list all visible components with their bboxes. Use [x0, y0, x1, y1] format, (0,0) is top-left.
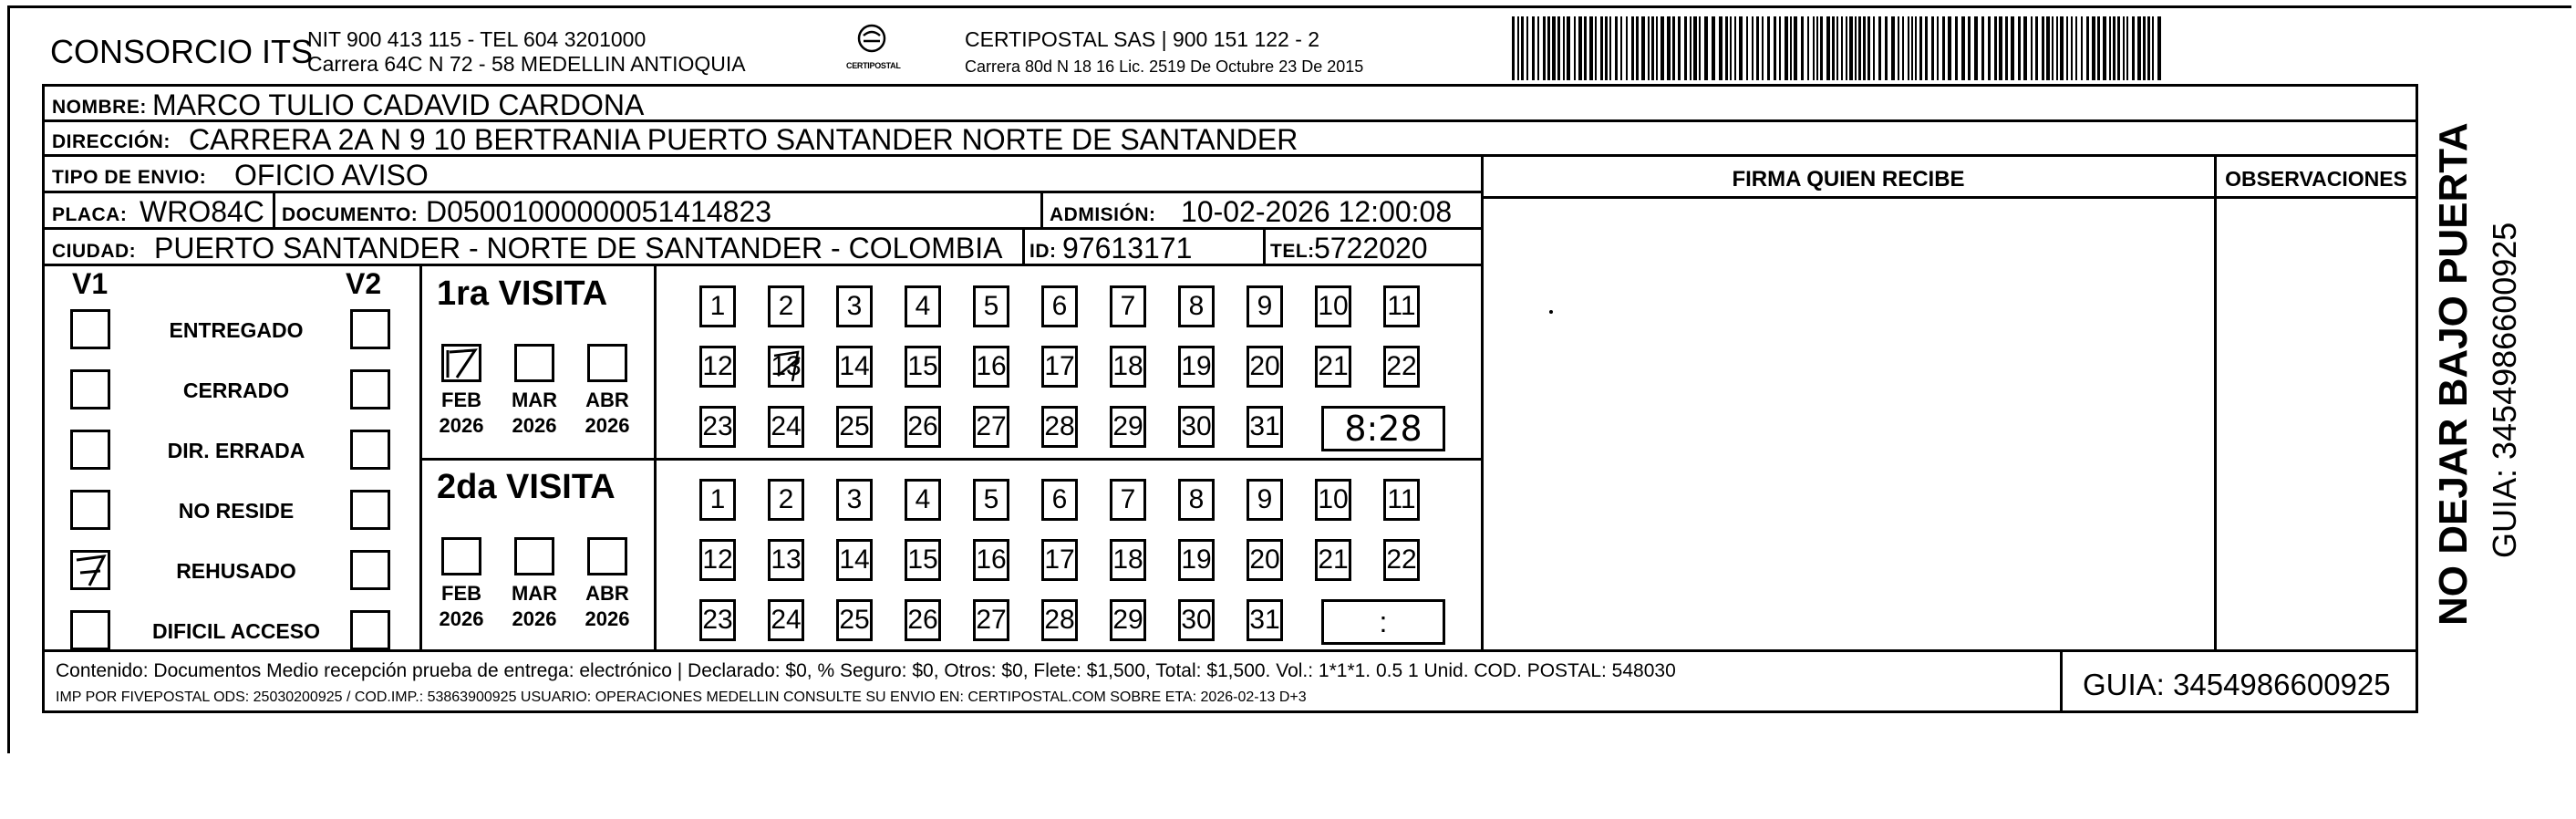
day-box[interactable]: 3 — [836, 285, 873, 327]
day-box[interactable]: 27 — [973, 599, 1009, 641]
plate-value: WRO84C — [140, 195, 264, 228]
year-label: 2026 — [585, 607, 630, 630]
certipostal-logo — [846, 24, 901, 70]
v2-checkbox[interactable] — [350, 309, 390, 349]
divider — [273, 193, 275, 228]
day-box[interactable]: 10 — [1315, 479, 1351, 521]
day-box[interactable]: 28 — [1041, 599, 1078, 641]
v1-checkbox[interactable] — [70, 309, 110, 349]
day-box[interactable]: 14 — [836, 346, 873, 388]
company-address: Carrera 64C N 72 - 58 MEDELLIN ANTIOQUIA — [307, 52, 746, 76]
v2-checkbox[interactable] — [350, 610, 390, 650]
month-option — [502, 388, 566, 439]
barcode — [1512, 16, 2163, 80]
day-box[interactable]: 20 — [1247, 539, 1283, 581]
day-box[interactable]: 1 — [699, 479, 736, 521]
city-label: CIUDAD: — [52, 241, 137, 262]
day-box[interactable]: 19 — [1178, 539, 1215, 581]
day-box[interactable]: 18 — [1110, 346, 1146, 388]
month-label: ABR — [585, 582, 629, 605]
visit-time-field[interactable]: 8:28 — [1321, 406, 1445, 451]
status-label: NO RESIDE — [178, 499, 295, 523]
footer-divider — [2060, 649, 2063, 711]
visit-divider — [419, 458, 1481, 461]
day-box[interactable]: 1 — [699, 285, 736, 327]
v1-checkbox[interactable] — [70, 430, 110, 470]
city-value: PUERTO SANTANDER - NORTE DE SANTANDER - COLOMBIA — [154, 232, 1003, 264]
day-box[interactable]: 21 — [1315, 539, 1351, 581]
year-label: 2026 — [439, 414, 484, 437]
address-label: DIRECCIÓN: — [52, 131, 171, 152]
month-label: FEB — [441, 582, 481, 605]
signature-divider — [1481, 157, 1484, 649]
visit-time-field[interactable]: : — [1321, 599, 1445, 645]
document-label: DOCUMENTO: — [282, 204, 419, 225]
divider — [1263, 230, 1266, 264]
day-box[interactable]: 26 — [905, 406, 941, 448]
month-checkbox[interactable] — [441, 344, 481, 382]
day-box[interactable]: 30 — [1178, 599, 1215, 641]
handwritten-mark-icon — [444, 347, 479, 379]
month-label: FEB — [441, 389, 481, 411]
logo-text: CERTIPOSTAL — [846, 61, 901, 70]
id-label: ID: — [1029, 241, 1057, 262]
v1-checkbox[interactable] — [70, 610, 110, 650]
day-box[interactable]: 29 — [1110, 599, 1146, 641]
handwritten-mark-icon — [771, 348, 803, 387]
tel-value: 5722020 — [1314, 232, 1428, 264]
month-checkbox[interactable] — [587, 344, 627, 382]
month-checkbox[interactable] — [514, 537, 554, 575]
logo-icon — [853, 24, 890, 57]
day-box[interactable]: 2 — [768, 479, 804, 521]
courier-address: Carrera 80d N 18 16 Lic. 2519 De Octubre 23 De 2015 — [965, 57, 1364, 76]
guide-number: GUIA: 3454986600925 — [2083, 668, 2391, 701]
day-box[interactable]: 8 — [1178, 479, 1215, 521]
do-not-leave-warning: NO DEJAR BAJO PUERTA — [2431, 122, 2476, 626]
month-option — [575, 388, 639, 439]
day-box[interactable]: 15 — [905, 346, 941, 388]
v2-checkbox[interactable] — [350, 430, 390, 470]
divider — [1040, 193, 1043, 228]
day-box[interactable]: 31 — [1247, 406, 1283, 448]
month-option — [575, 581, 639, 632]
month-label: MAR — [511, 389, 558, 411]
day-box[interactable]: 6 — [1041, 479, 1078, 521]
status-label: DIFICIL ACCESO — [151, 619, 320, 643]
day-box[interactable]: 11 — [1383, 285, 1420, 327]
type-label: TIPO DE ENVIO: — [52, 167, 207, 188]
day-box[interactable]: 16 — [973, 539, 1009, 581]
day-box[interactable]: 7 — [1110, 285, 1146, 327]
admission-value: 10-02-2026 12:00:08 — [1181, 195, 1453, 228]
v2-checkbox[interactable] — [350, 490, 390, 530]
courier-name: CERTIPOSTAL SAS | 900 151 122 - 2 — [965, 27, 1320, 51]
day-box[interactable]: 24 — [768, 406, 804, 448]
divider — [1022, 230, 1025, 264]
month-option — [429, 388, 493, 439]
company-name: CONSORCIO ITS — [50, 33, 314, 70]
year-label: 2026 — [439, 607, 484, 630]
company-nit: NIT 900 413 115 - TEL 604 3201000 — [307, 27, 647, 51]
day-box[interactable]: 25 — [836, 599, 873, 641]
day-box[interactable]: 14 — [836, 539, 873, 581]
v1-checkbox[interactable] — [70, 490, 110, 530]
month-checkbox[interactable] — [514, 344, 554, 382]
day-box[interactable]: 20 — [1247, 346, 1283, 388]
day-box[interactable]: 29 — [1110, 406, 1146, 448]
day-box[interactable]: 12 — [699, 539, 736, 581]
observations-divider — [2214, 157, 2217, 649]
signature-header: FIRMA QUIEN RECIBE — [1732, 167, 1965, 192]
month-label: ABR — [585, 389, 629, 411]
month-option — [502, 581, 566, 632]
day-box[interactable]: 10 — [1315, 285, 1351, 327]
day-box[interactable]: 28 — [1041, 406, 1078, 448]
day-box[interactable]: 7 — [1110, 479, 1146, 521]
first-visit-title: 1ra VISITA — [437, 275, 608, 313]
day-box[interactable]: 19 — [1178, 346, 1215, 388]
day-box[interactable]: 11 — [1383, 479, 1420, 521]
day-box[interactable]: 5 — [973, 479, 1009, 521]
name-label: NOMBRE: — [52, 97, 147, 118]
second-visit-title: 2da VISITA — [437, 468, 616, 506]
day-box[interactable]: 25 — [836, 406, 873, 448]
side-guide-number: GUIA: 3454986600925 — [2486, 222, 2523, 558]
v1-header: V1 — [72, 267, 109, 300]
id-value: 97613171 — [1062, 232, 1193, 264]
day-box[interactable]: 8 — [1178, 285, 1215, 327]
day-box[interactable]: 21 — [1315, 346, 1351, 388]
year-label: 2026 — [512, 607, 557, 630]
day-box[interactable]: 26 — [905, 599, 941, 641]
day-box[interactable]: 23 — [699, 599, 736, 641]
day-box[interactable]: 24 — [768, 599, 804, 641]
v1-checkbox[interactable] — [70, 369, 110, 410]
v2-checkbox[interactable] — [350, 369, 390, 410]
shipment-form — [42, 84, 2418, 713]
day-box[interactable]: 27 — [973, 406, 1009, 448]
status-label: DIR. ERRADA — [167, 439, 305, 462]
day-box[interactable]: 4 — [905, 479, 941, 521]
name-row — [45, 87, 2416, 122]
day-box[interactable]: 15 — [905, 539, 941, 581]
day-box[interactable]: 31 — [1247, 599, 1283, 641]
column-header-line — [1481, 196, 2416, 199]
shipment-type: OFICIO AVISO — [234, 159, 429, 192]
status-label: CERRADO — [182, 378, 290, 402]
company-info — [307, 27, 746, 77]
city-row — [45, 230, 1481, 266]
day-box[interactable]: 9 — [1247, 479, 1283, 521]
signature-mark — [1549, 310, 1553, 314]
day-box[interactable]: 6 — [1041, 285, 1078, 327]
status-label: ENTREGADO — [169, 318, 304, 342]
day-box[interactable]: 30 — [1178, 406, 1215, 448]
contents-text: Contenido: Documentos Medio recepción prueba de entrega: electrónico | Declarado: $0, % Seguro: $0, Otros: $0, Flete: $1,500, Total: $1,500. Vol.: 1*1*1. 0.5 1 Unid. COD. POSTAL: 548030 — [56, 660, 1676, 681]
v2-checkbox[interactable] — [350, 550, 390, 590]
tel-label: TEL: — [1270, 241, 1315, 262]
day-box[interactable]: 17 — [1041, 346, 1078, 388]
status-label: REHUSADO — [176, 559, 296, 583]
year-label: 2026 — [512, 414, 557, 437]
recipient-name: MARCO TULIO CADAVID CARDONA — [152, 88, 645, 121]
month-option — [429, 581, 493, 632]
observations-header: OBSERVACIONES — [2225, 167, 2407, 191]
print-info: IMP POR FIVEPOSTAL ODS: 25030200925 / COD.IMP.: 53863900925 USUARIO: OPERACIONES MEDELLIN CONSULTE SU ENVIO EN: CERTIPOSTAL.COM SOBRE ETA: 2026-02-13 D+3 — [56, 689, 1307, 705]
type-row — [45, 157, 1481, 193]
day-box[interactable]: 13 — [768, 346, 804, 388]
day-box[interactable]: 22 — [1383, 346, 1420, 388]
v2-header: V2 — [346, 267, 382, 300]
admission-label: ADMISIÓN: — [1050, 204, 1156, 225]
day-box[interactable]: 9 — [1247, 285, 1283, 327]
day-box[interactable]: 12 — [699, 346, 736, 388]
day-box[interactable]: 5 — [973, 285, 1009, 327]
recipient-address: CARRERA 2A N 9 10 BERTRANIA PUERTO SANTANDER NORTE DE SANTANDER — [189, 123, 1298, 156]
address-row — [45, 122, 2416, 157]
day-box[interactable]: 2 — [768, 285, 804, 327]
check-mark-icon — [73, 553, 108, 587]
day-box[interactable]: 16 — [973, 346, 1009, 388]
plate-row — [45, 193, 1481, 230]
document-value: D05001000000051414823 — [426, 195, 772, 228]
day-box[interactable]: 3 — [836, 479, 873, 521]
day-box[interactable]: 17 — [1041, 539, 1078, 581]
month-checkbox[interactable] — [587, 537, 627, 575]
day-box[interactable]: 23 — [699, 406, 736, 448]
v1-checkbox[interactable] — [70, 550, 110, 590]
month-checkbox[interactable] — [441, 537, 481, 575]
year-label: 2026 — [585, 414, 630, 437]
day-box[interactable]: 4 — [905, 285, 941, 327]
day-box[interactable]: 22 — [1383, 539, 1420, 581]
day-box[interactable]: 18 — [1110, 539, 1146, 581]
day-box[interactable]: 13 — [768, 539, 804, 581]
month-label: MAR — [511, 582, 558, 605]
plate-label: PLACA: — [52, 204, 128, 225]
